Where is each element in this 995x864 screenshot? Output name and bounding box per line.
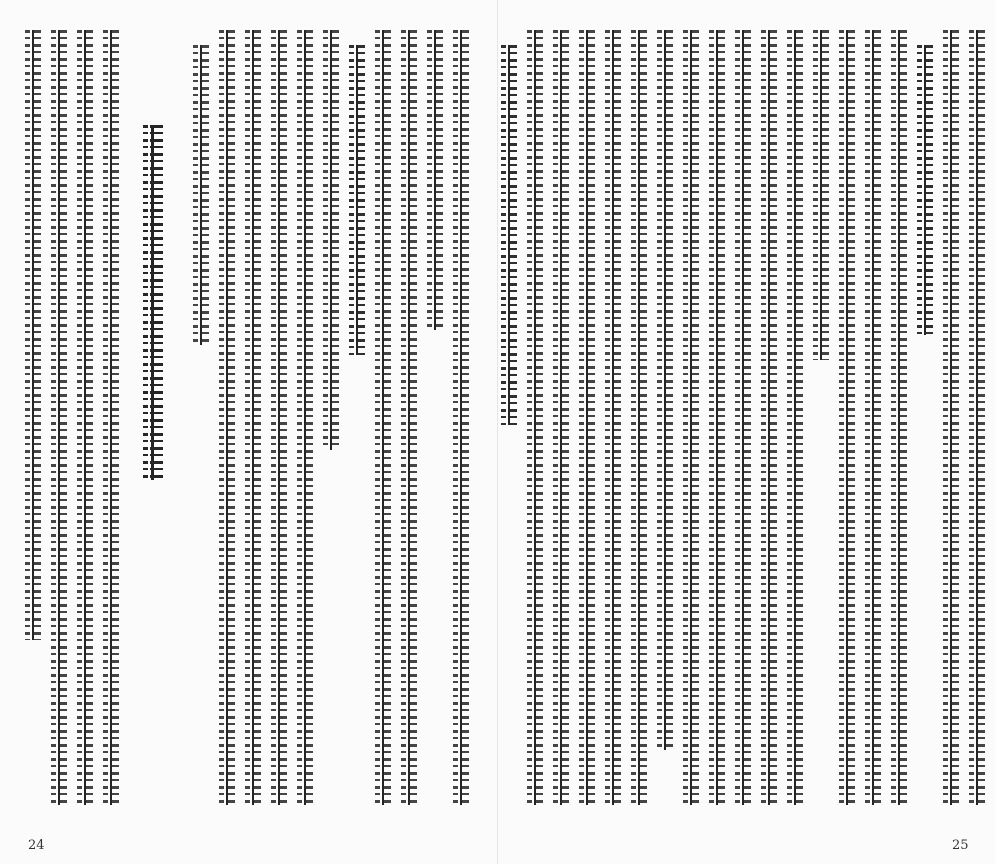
subheading	[498, 45, 520, 425]
text-column	[48, 30, 70, 805]
page-number: 24	[28, 838, 45, 853]
text-column	[628, 30, 650, 805]
text-column	[524, 30, 546, 805]
text-column	[654, 30, 676, 750]
text-column	[940, 30, 962, 805]
text-column	[862, 30, 884, 805]
subheading	[914, 45, 936, 335]
text-column	[784, 30, 806, 805]
text-column	[680, 30, 702, 805]
text-column	[294, 30, 316, 805]
text-column	[190, 45, 212, 345]
text-column	[74, 30, 96, 805]
text-column	[576, 30, 598, 805]
text-column	[320, 30, 342, 450]
text-column	[22, 30, 44, 640]
text-column	[550, 30, 572, 805]
text-column	[398, 30, 420, 805]
text-column	[268, 30, 290, 805]
left-page-text	[0, 0, 497, 864]
text-column	[100, 30, 122, 805]
text-column	[450, 30, 472, 805]
text-column	[888, 30, 910, 805]
text-column	[242, 30, 264, 805]
text-column	[372, 30, 394, 805]
text-column	[966, 30, 988, 805]
chapter-heading	[142, 125, 164, 480]
text-column	[706, 30, 728, 805]
right-page	[498, 0, 995, 864]
right-page-text	[498, 0, 995, 864]
text-column	[732, 30, 754, 805]
text-column	[836, 30, 858, 805]
page-number: 25	[952, 838, 969, 853]
text-column	[758, 30, 780, 805]
subheading	[346, 45, 368, 355]
text-column	[216, 30, 238, 805]
text-column	[810, 30, 832, 360]
left-page	[0, 0, 497, 864]
text-column	[424, 30, 446, 330]
text-column	[602, 30, 624, 805]
